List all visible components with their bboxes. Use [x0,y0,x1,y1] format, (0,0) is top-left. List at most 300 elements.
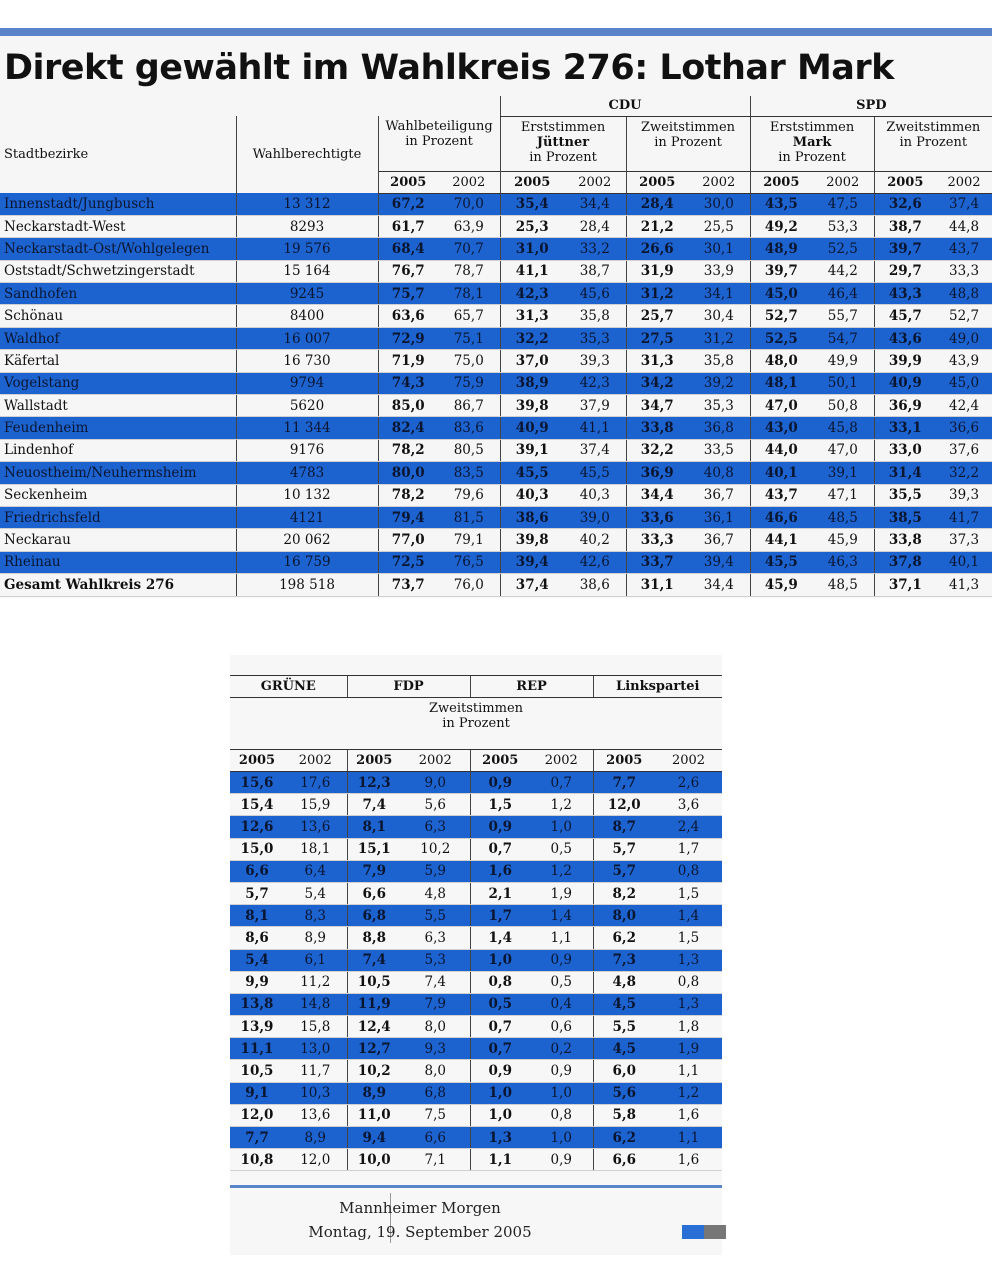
value-cell: 45,5 [500,462,564,484]
value-cell: 33,1 [874,417,936,439]
eligible-voters: 16 759 [236,551,378,573]
value-cell: 45,7 [874,305,936,327]
results-table-main-body [0,193,992,596]
value-cell: 81,5 [438,506,500,528]
value-cell: 33,6 [626,506,688,528]
value-cell: 27,5 [626,327,688,349]
value-cell: 48,0 [750,350,812,372]
value-cell: 0,5 [530,971,593,993]
value-cell: 10,3 [284,1082,347,1104]
value-cell: 28,4 [626,193,688,215]
value-cell: 33,3 [626,529,688,551]
col-spd-erst-line1: Erststimmen [769,119,855,135]
results-table-main [0,96,992,597]
eligible-voters: 20 062 [236,529,378,551]
value-cell: 30,4 [688,305,750,327]
value-cell: 47,5 [812,193,874,215]
value-cell: 31,0 [500,238,564,260]
value-cell: 36,8 [688,417,750,439]
district-name: Lindenhof [0,439,236,461]
value-cell: 41,1 [564,417,626,439]
value-cell: 8,9 [284,927,347,949]
value-cell: 44,8 [936,215,992,237]
value-cell: 31,2 [626,283,688,305]
value-cell: 2,6 [655,772,722,794]
table-row [0,260,992,282]
value-cell: 8,0 [401,1016,470,1038]
party-fdp-header: FDP [347,676,470,698]
value-cell: 70,7 [438,238,500,260]
value-cell: 15,1 [347,838,401,860]
value-cell: 39,7 [874,238,936,260]
value-cell: 35,3 [688,395,750,417]
value-cell: 49,2 [750,215,812,237]
value-cell: 5,7 [593,860,655,882]
value-cell: 0,9 [530,1149,593,1171]
eligible-voters: 13 312 [236,193,378,215]
value-cell: 43,7 [936,238,992,260]
value-cell: 43,9 [936,350,992,372]
value-cell: 33,9 [688,260,750,282]
value-cell: 5,6 [401,794,470,816]
year-header-row [230,750,722,772]
value-cell: 8,3 [284,905,347,927]
value-cell: 54,7 [812,327,874,349]
district-name: Waldhof [0,327,236,349]
value-cell: 1,0 [470,1104,530,1126]
value-cell: 1,6 [655,1149,722,1171]
value-cell: 45,0 [750,283,812,305]
value-cell: 10,5 [230,1060,284,1082]
value-cell: 1,3 [470,1127,530,1149]
value-cell: 36,7 [688,529,750,551]
value-cell: 8,2 [593,882,655,904]
value-cell: 8,8 [347,927,401,949]
value-cell: 48,9 [750,238,812,260]
value-cell: 5,4 [230,949,284,971]
value-cell: 9,1 [230,1082,284,1104]
value-cell: 45,9 [750,574,812,596]
value-cell: 1,6 [470,860,530,882]
value-cell: 63,6 [378,305,438,327]
value-cell: 32,2 [936,462,992,484]
party-header-row [230,676,722,698]
table-row [230,838,722,860]
eligible-voters: 8400 [236,305,378,327]
table-row [0,238,992,260]
value-cell: 70,0 [438,193,500,215]
value-cell: 5,8 [593,1104,655,1126]
value-cell: 33,3 [936,260,992,282]
value-cell: 34,7 [626,395,688,417]
value-cell: 35,5 [874,484,936,506]
col-cdu-erst-line1: Erststimmen [520,119,606,135]
value-cell: 45,5 [564,462,626,484]
value-cell: 39,8 [500,529,564,551]
value-cell: 41,3 [936,574,992,596]
value-cell: 3,6 [655,794,722,816]
value-cell: 0,5 [470,993,530,1015]
value-cell: 45,5 [750,551,812,573]
value-cell: 11,2 [284,971,347,993]
value-cell: 48,1 [750,372,812,394]
value-cell: 53,3 [812,215,874,237]
value-cell: 8,1 [347,816,401,838]
value-cell: 28,4 [564,215,626,237]
value-cell: 48,5 [812,506,874,528]
value-cell: 76,7 [378,260,438,282]
value-cell: 1,5 [655,927,722,949]
value-cell: 26,6 [626,238,688,260]
value-cell: 75,1 [438,327,500,349]
value-cell: 36,7 [688,484,750,506]
value-cell: 5,3 [401,949,470,971]
value-cell: 33,8 [626,417,688,439]
value-cell: 41,1 [500,260,564,282]
value-cell: 11,9 [347,993,401,1015]
col-cdu-zweit-line2: in Prozent [654,134,722,150]
value-cell: 6,6 [593,1149,655,1171]
value-cell: 75,9 [438,372,500,394]
value-cell: 1,7 [470,905,530,927]
col-zweitstimmen [230,698,722,750]
value-cell: 33,2 [564,238,626,260]
year-2005: 2005 [378,171,438,193]
value-cell: 5,7 [230,882,284,904]
value-cell: 46,4 [812,283,874,305]
value-cell: 41,7 [936,506,992,528]
value-cell: 1,9 [530,882,593,904]
value-cell: 6,1 [284,949,347,971]
value-cell: 25,7 [626,305,688,327]
table-row-total [0,574,992,596]
value-cell: 2,4 [655,816,722,838]
table-row [0,529,992,551]
table-row [230,794,722,816]
value-cell: 40,3 [500,484,564,506]
value-cell: 34,4 [626,484,688,506]
value-cell: 38,6 [564,574,626,596]
value-cell: 0,2 [530,1038,593,1060]
value-cell: 85,0 [378,395,438,417]
table-row [230,860,722,882]
value-cell: 42,3 [500,283,564,305]
value-cell: 74,3 [378,372,438,394]
col-cdu-zweit-line1: Zweitstimmen [641,119,736,135]
eligible-voters: 10 132 [236,484,378,506]
value-cell: 71,9 [378,350,438,372]
value-cell: 75,7 [378,283,438,305]
value-cell: 1,4 [470,927,530,949]
eligible-voters: 198 518 [236,574,378,596]
value-cell: 12,0 [284,1149,347,1171]
value-cell: 39,2 [688,372,750,394]
value-cell: 31,4 [874,462,936,484]
value-cell: 63,9 [438,215,500,237]
col-spd-erst-line3: in Prozent [778,149,846,165]
value-cell: 37,3 [936,529,992,551]
value-cell: 44,0 [750,439,812,461]
value-cell: 72,5 [378,551,438,573]
value-cell: 31,2 [688,327,750,349]
district-name: Neckarau [0,529,236,551]
value-cell: 10,2 [401,838,470,860]
year-2005: 2005 [470,750,530,772]
value-cell: 35,3 [564,327,626,349]
value-cell: 1,2 [530,794,593,816]
value-cell: 80,0 [378,462,438,484]
col-wahlberechtigte: Wahlberechtigte [236,116,378,193]
value-cell: 1,0 [530,1127,593,1149]
value-cell: 44,2 [812,260,874,282]
district-name: Sandhofen [0,283,236,305]
eligible-voters: 4783 [236,462,378,484]
value-cell: 47,0 [812,439,874,461]
year-2005: 2005 [874,171,936,193]
value-cell: 79,6 [438,484,500,506]
value-cell: 34,2 [626,372,688,394]
value-cell: 83,5 [438,462,500,484]
year-2002: 2002 [688,171,750,193]
year-2005: 2005 [500,171,564,193]
value-cell: 1,7 [655,838,722,860]
source-newspaper: Mannheimer Morgen [339,1199,501,1217]
value-cell: 0,5 [530,838,593,860]
eligible-voters: 4121 [236,506,378,528]
eligible-voters: 16 007 [236,327,378,349]
subheader-row [230,698,722,750]
value-cell: 0,7 [470,1038,530,1060]
value-cell: 12,0 [593,794,655,816]
value-cell: 7,9 [347,860,401,882]
value-cell: 6,8 [401,1082,470,1104]
value-cell: 45,8 [812,417,874,439]
party-cdu-header: CDU [500,96,750,116]
table-row [0,215,992,237]
value-cell: 0,8 [530,1104,593,1126]
value-cell: 13,8 [230,993,284,1015]
value-cell: 1,5 [655,882,722,904]
value-cell: 1,2 [530,860,593,882]
table-row [230,905,722,927]
value-cell: 40,9 [874,372,936,394]
value-cell: 1,2 [655,1082,722,1104]
value-cell: 78,2 [378,439,438,461]
value-cell: 33,7 [626,551,688,573]
value-cell: 0,8 [470,971,530,993]
col-wahlbeteiligung [378,116,500,171]
value-cell: 33,8 [874,529,936,551]
value-cell: 49,0 [936,327,992,349]
value-cell: 65,7 [438,305,500,327]
col-cdu-erststimmen [500,116,626,171]
value-cell: 43,7 [750,484,812,506]
year-2005: 2005 [750,171,812,193]
value-cell: 47,1 [812,484,874,506]
value-cell: 8,6 [230,927,284,949]
district-name: Käfertal [0,350,236,372]
value-cell: 46,3 [812,551,874,573]
value-cell: 8,9 [347,1082,401,1104]
value-cell: 12,4 [347,1016,401,1038]
value-cell: 40,9 [500,417,564,439]
value-cell: 7,7 [230,1127,284,1149]
value-cell: 0,6 [530,1016,593,1038]
value-cell: 39,9 [874,350,936,372]
table-row [230,1127,722,1149]
value-cell: 40,2 [564,529,626,551]
value-cell: 43,3 [874,283,936,305]
year-2002: 2002 [401,750,470,772]
value-cell: 61,7 [378,215,438,237]
value-cell: 1,1 [470,1149,530,1171]
value-cell: 38,6 [500,506,564,528]
value-cell: 80,5 [438,439,500,461]
value-cell: 0,7 [470,838,530,860]
value-cell: 78,2 [378,484,438,506]
value-cell: 40,1 [936,551,992,573]
col-cdu-zweitstimmen [626,116,750,171]
col-spd-erst-candidate: Mark [792,134,832,150]
value-cell: 12,3 [347,772,401,794]
value-cell: 42,3 [564,372,626,394]
value-cell: 1,1 [655,1127,722,1149]
value-cell: 40,3 [564,484,626,506]
value-cell: 31,1 [626,574,688,596]
value-cell: 39,7 [750,260,812,282]
district-name: Oststadt/Schwetzingerstadt [0,260,236,282]
value-cell: 6,6 [401,1127,470,1149]
value-cell: 7,5 [401,1104,470,1126]
value-cell: 12,6 [230,816,284,838]
value-cell: 7,4 [347,949,401,971]
value-cell: 4,8 [401,882,470,904]
value-cell: 82,4 [378,417,438,439]
value-cell: 50,8 [812,395,874,417]
value-cell: 1,3 [655,993,722,1015]
value-cell: 0,7 [470,1016,530,1038]
value-cell: 0,9 [530,949,593,971]
value-cell: 1,1 [530,927,593,949]
year-2002: 2002 [438,171,500,193]
value-cell: 39,1 [812,462,874,484]
value-cell: 6,2 [593,1127,655,1149]
table-row [0,327,992,349]
eligible-voters: 16 730 [236,350,378,372]
value-cell: 7,7 [593,772,655,794]
value-cell: 7,4 [347,794,401,816]
district-name: Neuostheim/Neuhermsheim [0,462,236,484]
table-row [0,372,992,394]
district-name: Innenstadt/Jungbusch [0,193,236,215]
value-cell: 1,5 [470,794,530,816]
value-cell: 40,8 [688,462,750,484]
year-2002: 2002 [284,750,347,772]
value-cell: 37,6 [936,439,992,461]
value-cell: 36,1 [688,506,750,528]
value-cell: 75,0 [438,350,500,372]
value-cell: 15,9 [284,794,347,816]
value-cell: 8,0 [401,1060,470,1082]
value-cell: 17,6 [284,772,347,794]
value-cell: 10,5 [347,971,401,993]
value-cell: 43,0 [750,417,812,439]
value-cell: 1,1 [655,1060,722,1082]
value-cell: 1,0 [470,1082,530,1104]
value-cell: 11,7 [284,1060,347,1082]
district-name: Neckarstadt-West [0,215,236,237]
value-cell: 45,6 [564,283,626,305]
year-2002: 2002 [564,171,626,193]
value-cell: 79,1 [438,529,500,551]
table-row [0,506,992,528]
col-zweitstimmen-line1: Zweitstimmen [429,701,524,716]
value-cell: 38,5 [874,506,936,528]
value-cell: 29,7 [874,260,936,282]
results-table-small-parties [230,675,722,1171]
table-row [230,971,722,993]
table-row [0,350,992,372]
district-name: Seckenheim [0,484,236,506]
value-cell: 72,9 [378,327,438,349]
col-spd-zweit-line1: Zweitstimmen [886,119,981,135]
value-cell: 36,6 [936,417,992,439]
table-row [230,882,722,904]
value-cell: 52,7 [750,305,812,327]
value-cell: 33,5 [688,439,750,461]
value-cell: 8,1 [230,905,284,927]
value-cell: 77,0 [378,529,438,551]
value-cell: 32,6 [874,193,936,215]
value-cell: 5,4 [284,882,347,904]
value-cell: 12,7 [347,1038,401,1060]
eligible-voters: 15 164 [236,260,378,282]
party-rep-header: REP [470,676,593,698]
party-spd-header: SPD [750,96,992,116]
value-cell: 86,7 [438,395,500,417]
value-cell: 4,8 [593,971,655,993]
eligible-voters: 9176 [236,439,378,461]
value-cell: 44,1 [750,529,812,551]
col-wahlbeteiligung-line2: in Prozent [405,134,473,149]
value-cell: 6,6 [347,882,401,904]
value-cell: 83,6 [438,417,500,439]
value-cell: 67,2 [378,193,438,215]
value-cell: 10,0 [347,1149,401,1171]
value-cell: 0,4 [530,993,593,1015]
table-row [0,484,992,506]
value-cell: 7,4 [401,971,470,993]
district-name: Neckarstadt-Ost/Wohlgelegen [0,238,236,260]
value-cell: 31,3 [500,305,564,327]
value-cell: 4,5 [593,993,655,1015]
table-row [0,417,992,439]
value-cell: 6,3 [401,927,470,949]
year-2005: 2005 [626,171,688,193]
value-cell: 37,4 [564,439,626,461]
party-linkspartei-header: Linkspartei [593,676,722,698]
value-cell: 35,8 [688,350,750,372]
results-clipping-main [0,28,992,598]
value-cell: 5,5 [593,1016,655,1038]
value-cell: 38,7 [564,260,626,282]
table-row [0,305,992,327]
value-cell: 6,2 [593,927,655,949]
value-cell: 37,0 [500,350,564,372]
col-cdu-erst-line3: in Prozent [529,149,597,165]
col-spd-zweitstimmen [874,116,992,171]
value-cell: 10,2 [347,1060,401,1082]
